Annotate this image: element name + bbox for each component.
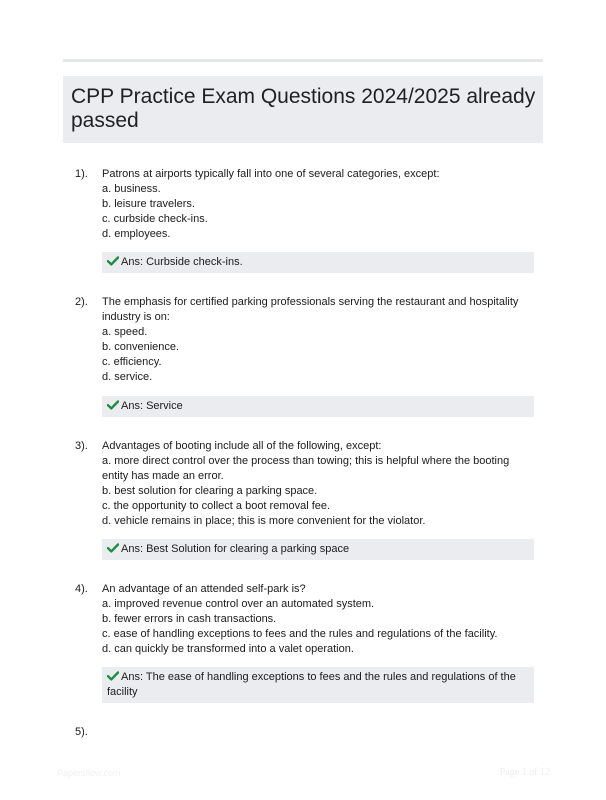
option-b: b. convenience. <box>102 341 180 353</box>
checkmark-icon <box>107 543 120 553</box>
answer-box-1 <box>102 252 534 273</box>
answer-text: Ans: The ease of handling exceptions to fees and the rules and regulations of the facility <box>107 671 516 698</box>
option-c: c. efficiency. <box>102 356 162 368</box>
question-number: 4). <box>75 583 88 595</box>
question-number: 2). <box>75 296 88 308</box>
checkmark-icon <box>107 256 120 266</box>
footer-watermark: Papersflow.com <box>57 768 121 778</box>
answer-text: Ans: Best Solution for clearing a parking space <box>121 543 350 555</box>
option-a: a. more direct control over the process than towing; this is helpful where the booting entity has made an error. <box>102 455 510 482</box>
answer-text: Ans: Service <box>121 400 183 412</box>
checkmark-icon <box>107 671 120 681</box>
option-d: d. can quickly be transformed into a valet operation. <box>102 643 354 655</box>
option-d: d. employees. <box>102 228 171 240</box>
checkmark-icon <box>107 400 120 410</box>
question-number: 5). <box>75 726 88 738</box>
question-body <box>102 439 534 529</box>
option-c: c. ease of handling exceptions to fees and the rules and regulations of the facility. <box>102 628 498 640</box>
title-banner <box>63 76 543 143</box>
question-body <box>102 295 534 385</box>
question-prompt: An advantage of an attended self-park is? <box>102 583 306 595</box>
page-title: CPP Practice Exam Questions 2024/2025 already passed <box>71 85 536 132</box>
top-divider <box>63 59 543 62</box>
answer-text: Ans: Curbside check-ins. <box>121 256 243 268</box>
question-number: 3). <box>75 440 88 452</box>
answer-box-4 <box>102 667 534 703</box>
answer-box-3 <box>102 539 534 560</box>
option-b: b. best solution for clearing a parking space. <box>102 485 318 497</box>
option-a: a. improved revenue control over an automated system. <box>102 598 375 610</box>
question-prompt: The emphasis for certified parking professionals serving the restaurant and hospitality industry is on: <box>102 296 519 323</box>
question-prompt: Patrons at airports typically fall into one of several categories, except: <box>102 168 440 180</box>
answer-box-2 <box>102 396 534 417</box>
option-d: d. service. <box>102 371 153 383</box>
option-b: b. leisure travelers. <box>102 198 195 210</box>
option-c: c. curbside check-ins. <box>102 213 208 225</box>
option-d: d. vehicle remains in place; this is more convenient for the violator. <box>102 515 426 527</box>
question-prompt: Advantages of booting include all of the following, except: <box>102 440 382 452</box>
option-c: c. the opportunity to collect a boot removal fee. <box>102 500 331 512</box>
question-number: 1). <box>75 168 88 180</box>
question-body <box>102 582 534 657</box>
option-a: a. speed. <box>102 326 148 338</box>
option-a: a. business. <box>102 183 161 195</box>
page-indicator: Page 1 of 12 <box>499 767 550 778</box>
option-b: b. fewer errors in cash transactions. <box>102 613 277 625</box>
question-body <box>102 167 534 242</box>
